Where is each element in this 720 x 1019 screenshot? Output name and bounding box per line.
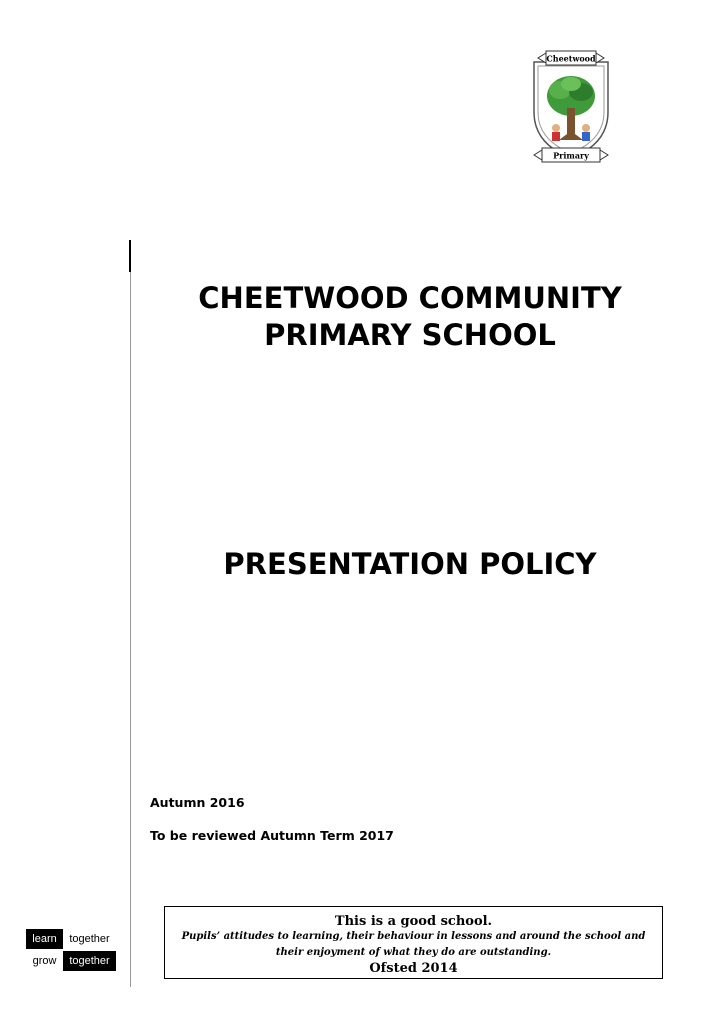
motto-word-grow: grow [26, 951, 63, 971]
school-name-title [160, 280, 660, 354]
crest-top-banner: Cheetwood [546, 53, 596, 64]
school-name-line1: CHEETWOOD COMMUNITY [198, 281, 622, 315]
crest-bottom-banner: Primary [553, 150, 589, 161]
margin-rule [129, 240, 131, 272]
review-date: To be reviewed Autumn Term 2017 [150, 828, 394, 843]
ofsted-source: Ofsted 2014 [369, 961, 458, 976]
margin-rule-thin [130, 272, 131, 987]
policy-title: PRESENTATION POLICY [223, 547, 597, 581]
ofsted-quote-box [164, 906, 663, 979]
motto-word-together: together [63, 951, 116, 971]
motto-word-learn: learn [26, 929, 63, 949]
ofsted-heading: This is a good school. [334, 914, 493, 929]
policy-date: Autumn 2016 [150, 795, 245, 810]
motto-word-together: together [63, 929, 116, 949]
school-name-line2: PRIMARY SCHOOL [264, 318, 556, 352]
school-crest-logo [526, 48, 616, 166]
motto-row-learn [26, 929, 116, 949]
motto-row-grow [26, 951, 116, 971]
ofsted-quote: Pupils’ attitudes to learning, their behaviour in lessons and around the school and their enjoyment of what they do are outstanding. [181, 931, 646, 958]
school-motto [26, 929, 116, 973]
